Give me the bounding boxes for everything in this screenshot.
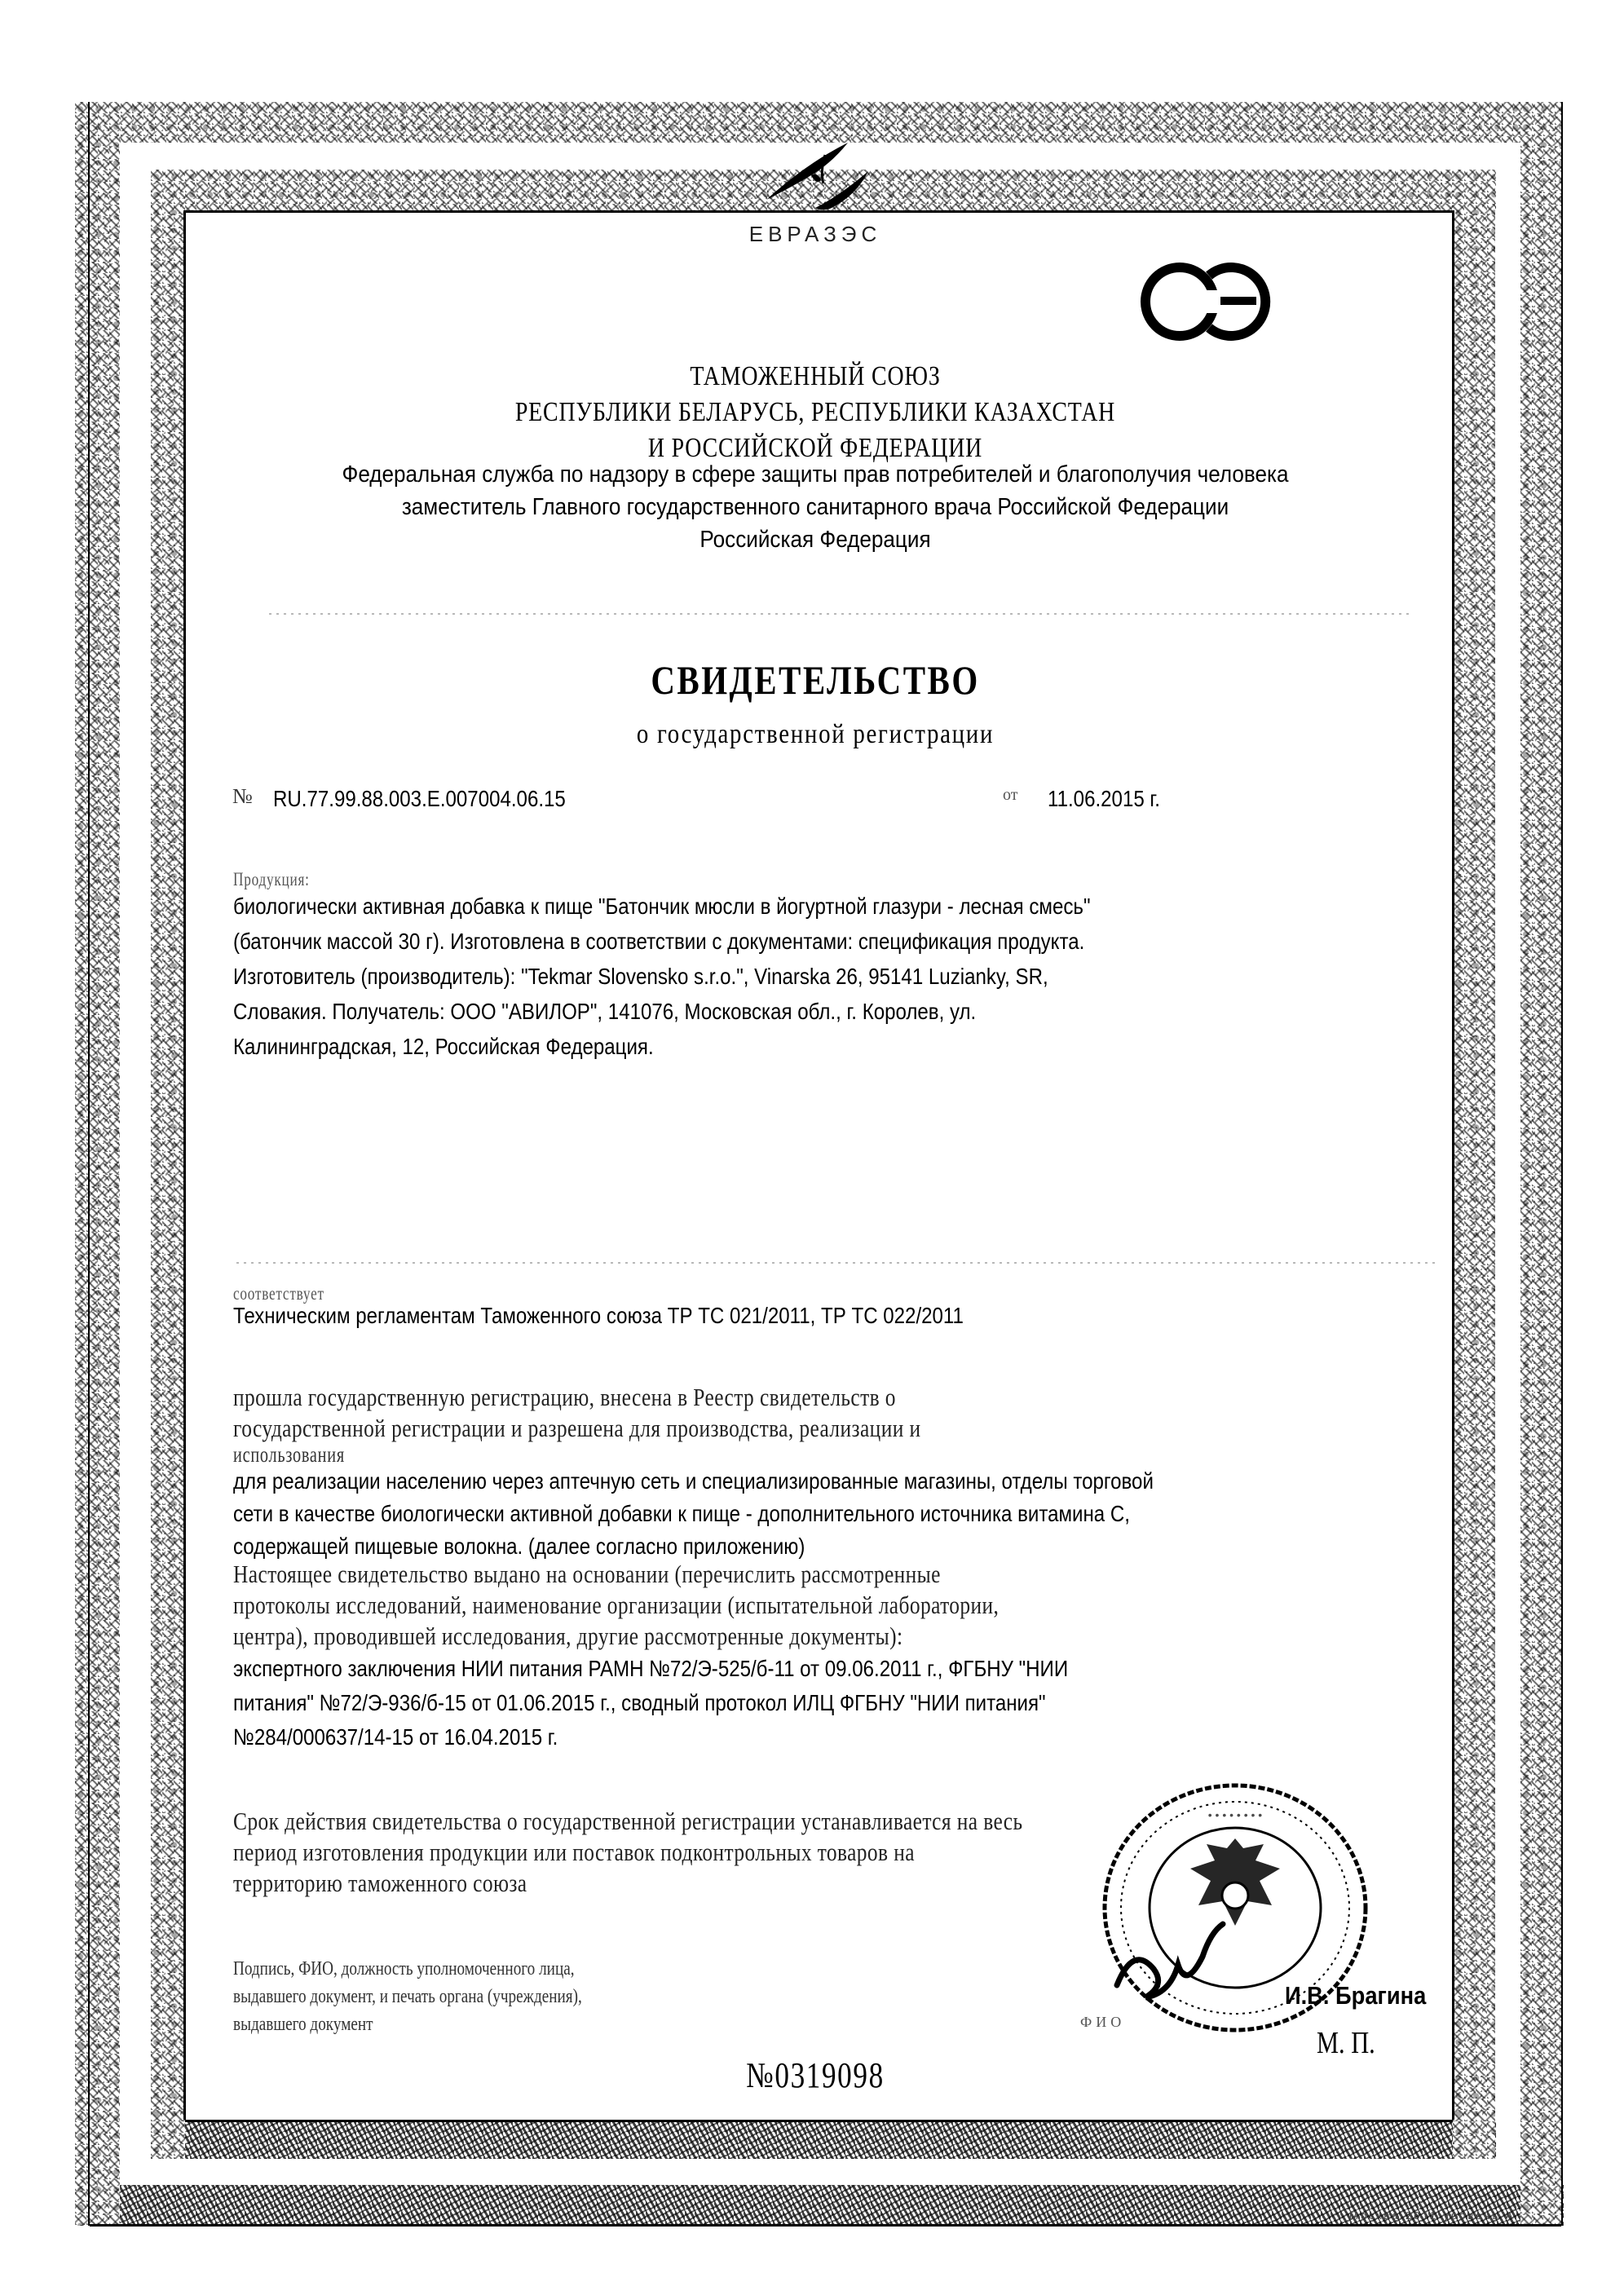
product-line-4: Словакия. Получатель: ООО "АВИЛОР", 141076, Московская обл., г. Королев, ул. [233,999,977,1024]
validity-line-2: период изготовления продукции или поставок подконтрольных товаров на [233,1838,915,1866]
number-prefix: № [232,784,253,808]
basis-printed-3: центра), проводившей исследования, другие рассмотренные документы): [233,1622,903,1650]
union-line-1: ТАМОЖЕННЫЙ СОЮЗ [690,361,941,391]
basis-printed-2: протоколы исследований, наименование организации (испытательной лаборатории, [233,1591,1000,1619]
border-outer-bottom [88,2185,1564,2226]
signer-name: И.В. Брагина [1285,1981,1427,2010]
basis-section [233,1559,1456,1754]
border-outer-edge-bottom [90,2224,1561,2227]
faint-divider-top [269,613,1410,615]
fio-label: ФИО [1080,2014,1126,2030]
registration-section [233,1382,1456,1563]
compliance-text: Техническим регламентам Таможенного союза ТР ТС 021/2011, ТР ТС 022/2011 [233,1303,964,1328]
official-stamp [1092,1773,1427,2042]
signature-printed-3: выдавшего документ [233,2014,373,2035]
product-line-5: Калининградская, 12, Российская Федерация. [233,1034,654,1059]
union-line-2: РЕСПУБЛИКИ БЕЛАРУСЬ, РЕСПУБЛИКИ КАЗАХСТАН [514,397,1116,427]
customs-union-heading [245,359,1386,466]
ce-mark [1137,259,1276,345]
form-serial-number: №0319098 [746,2055,885,2095]
validity-line-1: Срок действия свидетельства о государственной регистрации устанавливается на весь [233,1807,1023,1835]
border-inner-bottom [151,2120,1496,2159]
border-outer-top [75,102,1563,143]
validity-line-3: территорию таможенного союза [233,1869,527,1897]
certificate-title: СВИДЕТЕЛЬСТВО [651,657,980,703]
eaec-bird-icon [734,139,897,216]
product-line-3: Изготовитель (производитель): "Tekmar Slovensko s.r.o.", Vinarska 26, 95141 Luzianky, SR, [233,964,1048,989]
border-inner-right [1453,170,1495,2159]
date-prefix: от [1003,786,1018,804]
signature-printed-2: выдавшего документ, и печать органа (учреждения), [233,1986,582,2007]
basis-document-1: экспертного заключения НИИ питания РАМН №72/Э-525/б-11 от 09.06.2011 г., ФГБНУ "НИИ [233,1656,1069,1681]
usage-line-3: содержащей пищевые волокна. (далее согласно приложению) [233,1534,805,1559]
eac-conformity-mark-icon [1137,259,1276,345]
signature-printed-1: Подпись, ФИО, должность уполномоченного лица, [233,1958,575,1979]
footer-imprint: Москва 2011 уровень А [1349,2209,1516,2222]
stamp-place-mark: М. П. [1317,2026,1375,2060]
certificate-number-row [232,784,1414,821]
border-outer-edge-right [1561,102,1563,2226]
border-inner-edge-bottom [185,2120,1453,2122]
product-line-2: (батончик массой 30 г). Изготовлена в соответствии с документами: спецификация продукта. [233,929,1085,954]
product-line-1: биологически активная добавка к пище "Батончик мюсли в йогуртной глазури - лесная смесь" [233,894,1091,919]
signature-instructions [233,1955,804,2038]
compliance-label: соответствует [233,1283,324,1304]
agency-line-3: Российская Федерация [699,527,931,553]
eaec-logo [734,139,897,245]
registration-printed-3: использования [233,1442,345,1467]
union-line-3: И РОССИЙСКОЙ ФЕДЕРАЦИИ [647,433,983,463]
basis-document-2: питания" №72/Э-936/б-15 от 01.06.2015 г., сводный протокол ИЛЦ ФГБНУ "НИИ питания" [233,1690,1046,1715]
product-section [233,871,1440,1064]
issuing-authority [179,458,1451,556]
certificate-subtitle: о государственной регистрации [636,719,995,749]
usage-line-2: сети в качестве биологически активной добавки к пище - дополнительного источника витамина С, [233,1501,1130,1526]
border-outer-left [75,102,120,2226]
product-label: Продукция: [233,869,310,889]
agency-line-2: заместитель Главного государственного санитарного врача Российской Федерации [401,494,1229,520]
agency-line-1: Федеральная служба по надзору в сфере защиты прав потребителей и благополучия человека [342,461,1289,488]
border-outer-right [1520,102,1563,2226]
svg-text:• • • • • • • •: • • • • • • • • [1207,1808,1263,1821]
certificate-date: 11.06.2015 г. [1048,786,1160,811]
border-outer-edge-left [88,102,90,2226]
basis-printed-1: Настоящее свидетельство выдано на основании (перечислить рассмотренные [233,1560,941,1588]
basis-document-3: №284/000637/14-15 от 16.04.2015 г. [233,1724,558,1750]
faint-divider-middle [236,1262,1435,1264]
registration-printed-1: прошла государственную регистрацию, внесена в Реестр свидетельств о [233,1383,896,1411]
certificate-number: RU.77.99.88.003.E.007004.06.15 [273,786,566,811]
eaec-logo-caption: ЕВРАЗЭС [748,222,882,246]
compliance-section [233,1285,1440,1333]
registration-printed-2: государственной регистрации и разрешена для производства, реализации и [233,1414,921,1442]
usage-line-1: для реализации населению через аптечную сеть и специализированные магазины, отделы торговой [233,1468,1154,1494]
